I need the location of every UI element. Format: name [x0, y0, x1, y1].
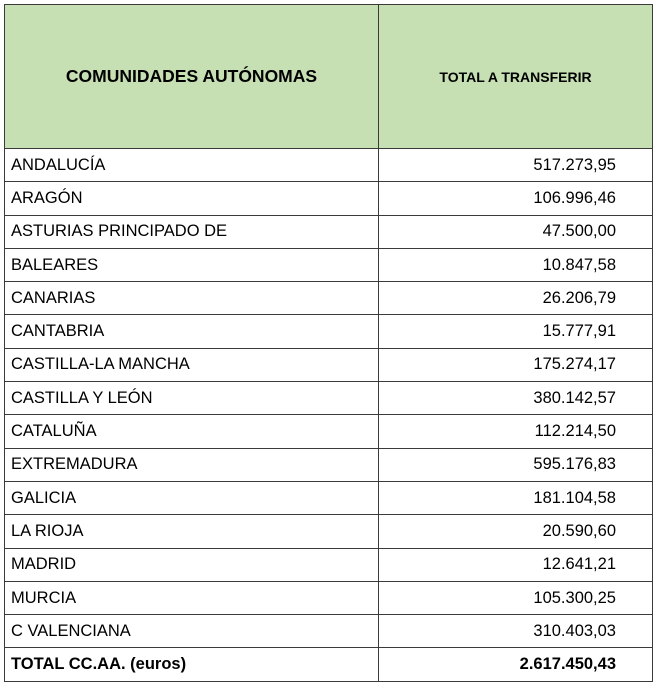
- table-row: [5, 481, 653, 514]
- transfer-table: [4, 4, 653, 682]
- table-header-row: [5, 5, 653, 149]
- table-row: [5, 348, 653, 381]
- table-body: [5, 149, 653, 648]
- table-row: [5, 581, 653, 614]
- transfer-amount: 15.777,91: [379, 315, 653, 348]
- community-name: CANTABRIA: [5, 315, 379, 348]
- community-name: MADRID: [5, 548, 379, 581]
- community-name: ANDALUCÍA: [5, 149, 379, 182]
- total-value: 2.617.450,43: [379, 648, 653, 682]
- transfer-amount: 20.590,60: [379, 515, 653, 548]
- table-row: [5, 615, 653, 648]
- community-name: CASTILLA-LA MANCHA: [5, 348, 379, 381]
- header-comunidades: COMUNIDADES AUTÓNOMAS: [5, 5, 379, 149]
- transfer-amount: 181.104,58: [379, 481, 653, 514]
- total-row: [5, 648, 653, 682]
- transfer-table-container: [4, 4, 653, 682]
- table-row: [5, 448, 653, 481]
- community-name: CASTILLA Y LEÓN: [5, 382, 379, 415]
- community-name: LA RIOJA: [5, 515, 379, 548]
- table-row: [5, 215, 653, 248]
- transfer-amount: 105.300,25: [379, 581, 653, 614]
- transfer-amount: 10.847,58: [379, 248, 653, 281]
- transfer-amount: 517.273,95: [379, 149, 653, 182]
- community-name: ASTURIAS PRINCIPADO DE: [5, 215, 379, 248]
- community-name: MURCIA: [5, 581, 379, 614]
- community-name: CANARIAS: [5, 282, 379, 315]
- table-row: [5, 548, 653, 581]
- transfer-amount: 106.996,46: [379, 182, 653, 215]
- transfer-amount: 26.206,79: [379, 282, 653, 315]
- table-row: [5, 149, 653, 182]
- total-label: TOTAL CC.AA. (euros): [5, 648, 379, 682]
- transfer-amount: 175.274,17: [379, 348, 653, 381]
- community-name: CATALUÑA: [5, 415, 379, 448]
- transfer-amount: 310.403,03: [379, 615, 653, 648]
- community-name: BALEARES: [5, 248, 379, 281]
- table-row: [5, 182, 653, 215]
- transfer-amount: 380.142,57: [379, 382, 653, 415]
- header-total: TOTAL A TRANSFERIR: [379, 5, 653, 149]
- community-name: C VALENCIANA: [5, 615, 379, 648]
- transfer-amount: 112.214,50: [379, 415, 653, 448]
- table-row: [5, 282, 653, 315]
- table-row: [5, 515, 653, 548]
- table-row: [5, 248, 653, 281]
- community-name: GALICIA: [5, 481, 379, 514]
- transfer-amount: 12.641,21: [379, 548, 653, 581]
- table-row: [5, 315, 653, 348]
- table-row: [5, 382, 653, 415]
- table-row: [5, 415, 653, 448]
- community-name: EXTREMADURA: [5, 448, 379, 481]
- transfer-amount: 595.176,83: [379, 448, 653, 481]
- community-name: ARAGÓN: [5, 182, 379, 215]
- transfer-amount: 47.500,00: [379, 215, 653, 248]
